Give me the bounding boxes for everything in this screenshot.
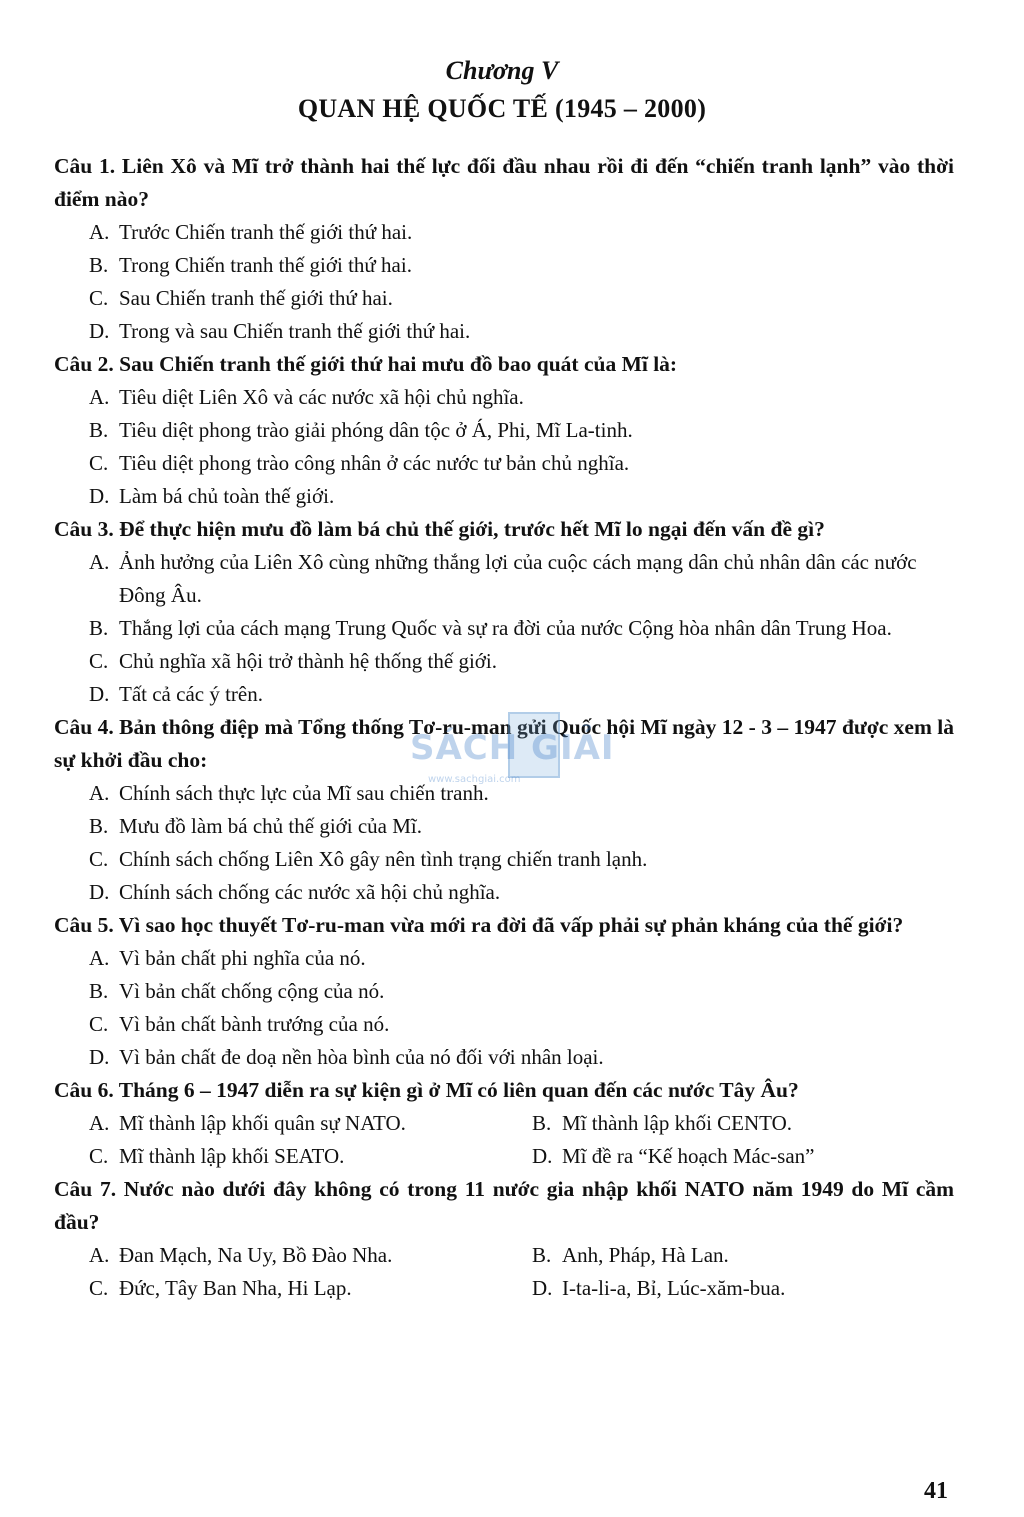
answer-letter: D. — [532, 1276, 553, 1300]
question-text: Tháng 6 – 1947 diễn ra sự kiện gì ở Mĩ có liên quan đến các nước Tây Âu? — [118, 1078, 799, 1102]
answer-4a — [54, 777, 954, 810]
answer-letter: C. — [89, 451, 109, 475]
answer-4d — [54, 876, 954, 909]
answer-text: Đức, Tây Ban Nha, Hi Lạp. — [119, 1276, 352, 1300]
answer-letter: A. — [89, 385, 110, 409]
answer-text: Chính sách thực lực của Mĩ sau chiến tranh. — [119, 781, 489, 805]
answer-1b — [54, 249, 954, 282]
question-text: Vì sao học thuyết Tơ-ru-man vừa mới ra đời đã vấp phải sự phản kháng của thế giới? — [118, 913, 904, 937]
answer-letter: B. — [89, 253, 109, 277]
answer-text: Vì bản chất chống cộng của nó. — [119, 979, 385, 1003]
watermark-url: www.sachgiai.com — [428, 774, 521, 785]
answer-letter: B. — [89, 814, 109, 838]
question-7 — [54, 1173, 954, 1239]
question-6 — [54, 1074, 954, 1107]
answer-letter: B. — [89, 616, 109, 640]
answer-text: Trong và sau Chiến tranh thế giới thứ hai. — [119, 319, 471, 343]
question-text: Nước nào dưới đây không có trong 11 nước gia nhập khối NATO năm 1949 do Mĩ cầm đầu? — [54, 1177, 955, 1234]
answer-2a — [54, 381, 954, 414]
answer-text: Mưu đồ làm bá chủ thế giới của Mĩ. — [119, 814, 423, 838]
answer-7b — [534, 1239, 954, 1272]
answer-letter: B. — [532, 1243, 552, 1267]
answer-letter: C. — [89, 649, 109, 673]
answer-letter: C. — [89, 1276, 109, 1300]
answer-text: Làm bá chủ toàn thế giới. — [119, 484, 335, 508]
question-label: Câu 6. — [54, 1078, 114, 1102]
page-title: QUAN HỆ QUỐC TẾ (1945 – 2000) — [297, 94, 707, 123]
answer-text: Tiêu diệt phong trào giải phóng dân tộc ở Á, Phi, Mĩ La-tinh. — [119, 418, 633, 442]
answer-text: Ảnh hưởng của Liên Xô cùng những thắng lợi của cuộc cách mạng dân chủ nhân dân các nước Đông Âu. — [119, 550, 917, 607]
answer-letter: C. — [89, 847, 109, 871]
answer-letter: A. — [89, 550, 110, 574]
answer-letter: A. — [89, 946, 110, 970]
answer-letter: D. — [89, 1045, 110, 1069]
answer-text: Sau Chiến tranh thế giới thứ hai. — [119, 286, 393, 310]
question-text: Để thực hiện mưu đồ làm bá chủ thế giới, trước hết Mĩ lo ngại đến vấn đề gì? — [119, 517, 825, 541]
question-text: Bản thông điệp mà Tổng thống Tơ-ru-man gửi Quốc hội Mĩ ngày 12 - 3 – 1947 được xem là sự khởi đầu cho: — [54, 715, 954, 772]
answer-2b — [54, 414, 954, 447]
answer-3a — [54, 546, 954, 612]
question-3 — [54, 513, 954, 546]
answer-3d — [54, 678, 954, 711]
question-label: Câu 1. — [54, 154, 116, 178]
answer-1c — [54, 282, 954, 315]
answer-7d — [534, 1272, 954, 1305]
answer-text: Đan Mạch, Na Uy, Bồ Đào Nha. — [119, 1243, 393, 1267]
answer-letter: D. — [89, 319, 110, 343]
answer-letter: C. — [89, 286, 109, 310]
question-label: Câu 2. — [54, 352, 114, 376]
question-label: Câu 4. — [54, 715, 114, 739]
answer-6a — [54, 1107, 534, 1140]
answer-text: Chủ nghĩa xã hội trở thành hệ thống thế giới. — [119, 649, 497, 673]
watermark-text: SÁCH GIẢI — [410, 728, 615, 768]
answer-text: I-ta-li-a, Bỉ, Lúc-xăm-bua. — [562, 1276, 786, 1300]
answer-letter: A. — [89, 1243, 110, 1267]
answer-text: Tiêu diệt phong trào công nhân ở các nước tư bản chủ nghĩa. — [119, 451, 630, 475]
question-2 — [54, 348, 954, 381]
answer-6c — [54, 1140, 534, 1173]
answer-2d — [54, 480, 954, 513]
answer-3c — [54, 645, 954, 678]
answer-text: Chính sách chống Liên Xô gây nên tình trạng chiến tranh lạnh. — [119, 847, 648, 871]
question-list — [54, 150, 954, 1305]
answer-text: Tất cả các ý trên. — [119, 682, 263, 706]
answer-5a — [54, 942, 954, 975]
answer-letter: C. — [89, 1012, 109, 1036]
answer-letter: C. — [89, 1144, 109, 1168]
answer-letter: D. — [89, 682, 110, 706]
answer-7c — [54, 1272, 534, 1305]
answer-4c — [54, 843, 954, 876]
answer-grid-7 — [54, 1239, 954, 1305]
answer-text: Mĩ đề ra “Kế hoạch Mác-san” — [562, 1144, 815, 1168]
answer-text: Vì bản chất phi nghĩa của nó. — [119, 946, 366, 970]
answer-7a — [54, 1239, 534, 1272]
answer-text: Anh, Pháp, Hà Lan. — [562, 1243, 729, 1267]
answer-2c — [54, 447, 954, 480]
question-text: Liên Xô và Mĩ trở thành hai thế lực đối đầu nhau rồi đi đến “chiến tranh lạnh” vào thời điểm nào? — [54, 154, 955, 211]
question-label: Câu 7. — [54, 1177, 117, 1201]
question-label: Câu 5. — [54, 913, 114, 937]
answer-text: Trong Chiến tranh thế giới thứ hai. — [119, 253, 412, 277]
question-text: Sau Chiến tranh thế giới thứ hai mưu đồ bao quát của Mĩ là: — [119, 352, 678, 376]
question-4 — [54, 711, 954, 777]
answer-text: Mĩ thành lập khối quân sự NATO. — [119, 1111, 406, 1135]
answer-6b — [534, 1107, 954, 1140]
answer-letter: B. — [532, 1111, 552, 1135]
chapter-heading: Chương V — [445, 56, 559, 85]
answer-letter: D. — [89, 484, 110, 508]
answer-5c — [54, 1008, 954, 1041]
page-number: 41 — [924, 1478, 948, 1504]
question-label: Câu 3. — [54, 517, 114, 541]
answer-5b — [54, 975, 954, 1008]
answer-letter: B. — [89, 418, 109, 442]
answer-6d — [534, 1140, 954, 1173]
answer-letter: D. — [532, 1144, 553, 1168]
question-1 — [54, 150, 954, 216]
answer-letter: A. — [89, 220, 110, 244]
answer-text: Mĩ thành lập khối SEATO. — [119, 1144, 345, 1168]
answer-text: Trước Chiến tranh thế giới thứ hai. — [119, 220, 413, 244]
answer-letter: D. — [89, 880, 110, 904]
answer-1d — [54, 315, 954, 348]
answer-4b — [54, 810, 954, 843]
answer-1a — [54, 216, 954, 249]
question-5 — [54, 909, 954, 942]
answer-grid-6 — [54, 1107, 954, 1173]
answer-letter: B. — [89, 979, 109, 1003]
answer-text: Thắng lợi của cách mạng Trung Quốc và sự ra đời của nước Cộng hòa nhân dân Trung Hoa. — [119, 616, 892, 640]
answer-letter: A. — [89, 781, 110, 805]
answer-text: Mĩ thành lập khối CENTO. — [562, 1111, 793, 1135]
answer-text: Chính sách chống các nước xã hội chủ nghĩa. — [119, 880, 501, 904]
answer-5d — [54, 1041, 954, 1074]
answer-text: Vì bản chất bành trướng của nó. — [119, 1012, 390, 1036]
answer-3b — [54, 612, 954, 645]
answer-text: Tiêu diệt Liên Xô và các nước xã hội chủ nghĩa. — [119, 385, 524, 409]
answer-letter: A. — [89, 1111, 110, 1135]
answer-text: Vì bản chất đe doạ nền hòa bình của nó đối với nhân loại. — [119, 1045, 604, 1069]
